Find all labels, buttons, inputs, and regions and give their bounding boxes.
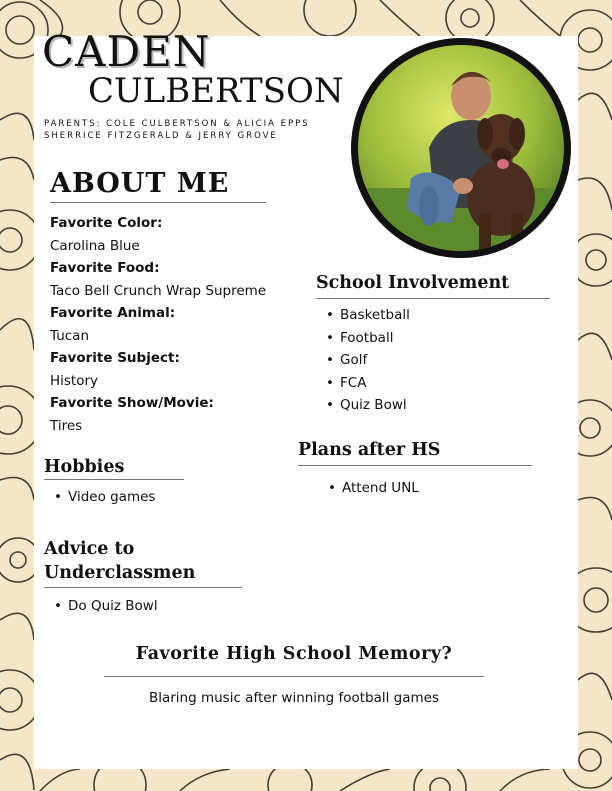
list-item: • Video games xyxy=(52,486,155,509)
fav-animal-label: Favorite Animal: xyxy=(50,305,176,321)
parents-line-2: SHERRICE FITZGERALD & JERRY GROVE xyxy=(44,131,278,141)
involvement-list xyxy=(324,304,410,417)
fav-animal-value: Tucan xyxy=(50,327,90,344)
hobbies-heading: Hobbies xyxy=(44,457,125,477)
list-item: • Basketball xyxy=(324,304,410,327)
list-item: • FCA xyxy=(324,372,410,395)
list-item: • Quiz Bowl xyxy=(324,394,410,417)
memory-divider xyxy=(104,676,484,677)
fav-food-label: Favorite Food: xyxy=(50,260,160,276)
memory-text: Blaring music after winning football games xyxy=(148,690,440,706)
about-list xyxy=(50,212,310,437)
list-item: • Football xyxy=(324,327,410,350)
list-item: • Golf xyxy=(324,349,410,372)
involvement-heading: School Involvement xyxy=(316,273,510,293)
list-item: • Attend UNL xyxy=(326,477,419,500)
involvement-divider xyxy=(316,298,550,299)
parents-info xyxy=(44,118,310,142)
fav-subject-label: Favorite Subject: xyxy=(50,350,180,366)
last-name: CULBERTSON xyxy=(88,71,344,111)
about-heading: ABOUT ME xyxy=(50,168,230,199)
hobbies-list xyxy=(52,486,155,509)
hobbies-divider xyxy=(44,479,184,480)
fav-subject-value: History xyxy=(50,372,99,389)
fav-show-value: Tires xyxy=(50,417,83,434)
portrait-photo xyxy=(351,38,571,258)
parents-line-1: PARENTS: COLE CULBERTSON & ALICIA EPPS xyxy=(44,119,310,129)
memory-heading: Favorite High School Memory? xyxy=(135,644,453,664)
plans-divider xyxy=(298,465,532,466)
first-name: CADEN xyxy=(42,27,211,76)
advice-heading-line-1: Advice to xyxy=(44,539,135,559)
fav-color-value: Carolina Blue xyxy=(50,237,140,254)
plans-heading: Plans after HS xyxy=(298,440,441,460)
fav-food-value: Taco Bell Crunch Wrap Supreme xyxy=(50,282,267,299)
advice-heading-line-2: Underclassmen xyxy=(44,563,196,583)
advice-heading xyxy=(44,537,195,585)
fav-show-label: Favorite Show/Movie: xyxy=(50,395,214,411)
advice-divider xyxy=(44,587,242,588)
list-item: • Do Quiz Bowl xyxy=(52,595,158,618)
fav-color-label: Favorite Color: xyxy=(50,215,163,231)
advice-list xyxy=(52,595,158,618)
plans-list xyxy=(326,477,419,500)
about-divider xyxy=(50,202,266,203)
